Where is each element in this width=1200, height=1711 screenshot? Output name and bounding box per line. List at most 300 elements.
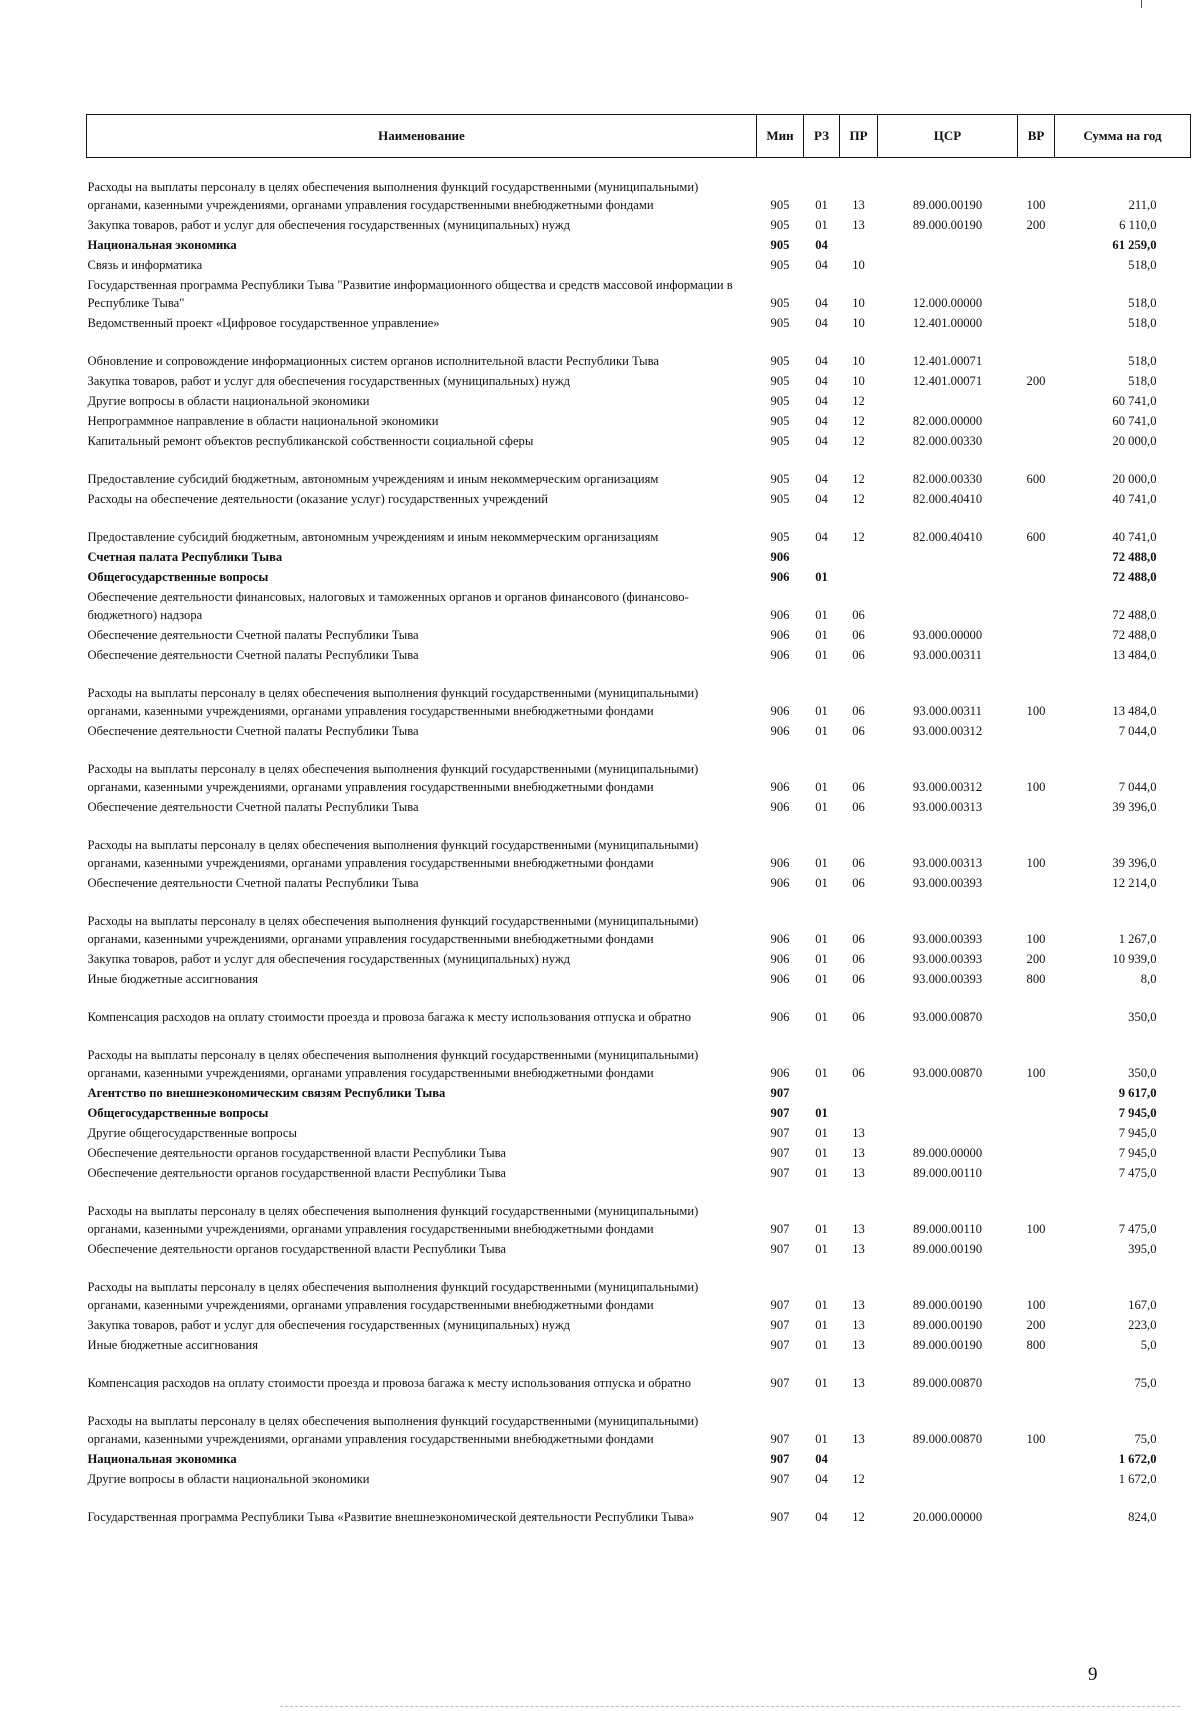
cell-pr	[840, 234, 878, 254]
cell-vr: 200	[1026, 1318, 1046, 1332]
cell-name: Обеспечение деятельности Счетной палаты Республики Тыва	[87, 648, 419, 662]
cell-vr	[1018, 488, 1055, 508]
table-row	[87, 1258, 1191, 1314]
table-row	[87, 312, 1191, 332]
cell-sum: 6 110,0	[1119, 218, 1157, 232]
cell-min: 905	[770, 374, 790, 388]
cell-rz: 01	[815, 800, 828, 814]
cell-rz: 01	[815, 1066, 828, 1080]
cell-name: Связь и информатика	[87, 258, 203, 272]
cell-sum: 518,0	[1128, 296, 1157, 310]
cell-name: Обеспечение деятельности Счетной палаты Республики Тыва	[87, 876, 419, 890]
cell-rz: 01	[815, 608, 828, 622]
cell-vr	[1018, 274, 1055, 312]
cell-pr: 12	[852, 394, 865, 408]
cell-min: 906	[770, 704, 790, 718]
cell-min: 907	[770, 1318, 790, 1332]
cell-sum: 223,0	[1128, 1318, 1157, 1332]
cell-csr: 89.000.00870	[912, 1376, 983, 1390]
cell-name: Закупка товаров, работ и услуг для обеспечения государственных (муниципальных) нужд	[87, 218, 570, 232]
cell-pr: 06	[852, 932, 865, 946]
header-pr: ПР	[840, 115, 878, 158]
cell-min: 907	[770, 1510, 790, 1524]
cell-pr: 06	[852, 648, 865, 662]
cell-name: Расходы на выплаты персоналу в целях обеспечения выполнения функций государственными (муниципальными) органами, казенными учреждениями, органами управления государственными внебюджетными фондами	[87, 1048, 699, 1080]
table-row	[87, 1488, 1191, 1526]
table-row	[87, 816, 1191, 872]
cell-vr: 200	[1026, 218, 1046, 232]
cell-csr: 82.000.00000	[912, 414, 983, 428]
cell-csr	[878, 1468, 1018, 1488]
table-row	[87, 1182, 1191, 1238]
cell-rz: 01	[815, 1146, 828, 1160]
cell-csr: 89.000.00110	[913, 1166, 982, 1180]
cell-sum: 39 396,0	[1112, 856, 1157, 870]
cell-vr: 100	[1026, 1066, 1046, 1080]
cell-name: Закупка товаров, работ и услуг для обеспечения государственных (муниципальных) нужд	[87, 1318, 570, 1332]
cell-rz: 01	[815, 628, 828, 642]
cell-sum: 12 214,0	[1112, 876, 1157, 890]
table-section-row	[87, 1102, 1191, 1122]
cell-name: Счетная палата Республики Тыва	[87, 550, 283, 564]
cell-vr	[1018, 546, 1055, 566]
cell-csr: 93.000.00312	[912, 724, 983, 738]
cell-name: Другие общегосударственные вопросы	[87, 1126, 297, 1140]
cell-min: 906	[770, 932, 790, 946]
cell-rz: 01	[815, 198, 828, 212]
cell-sum: 350,0	[1128, 1066, 1157, 1080]
table-row	[87, 948, 1191, 968]
cell-csr: 89.000.00190	[912, 1298, 983, 1312]
cell-csr: 93.000.00393	[912, 876, 983, 890]
table-row	[87, 1122, 1191, 1142]
cell-min: 906	[770, 780, 790, 794]
cell-vr	[1018, 644, 1055, 664]
cell-vr: 800	[1026, 972, 1046, 986]
cell-sum: 13 484,0	[1112, 648, 1157, 662]
cell-name: Расходы на обеспечение деятельности (оказание услуг) государственных учреждений	[87, 492, 549, 506]
cell-rz: 01	[815, 1106, 828, 1120]
cell-name: Обеспечение деятельности Счетной палаты Республики Тыва	[87, 628, 419, 642]
header-rz: РЗ	[804, 115, 840, 158]
cell-pr: 06	[852, 724, 865, 738]
cell-vr: 100	[1026, 780, 1046, 794]
cell-sum: 7 044,0	[1118, 780, 1157, 794]
cell-pr: 06	[852, 608, 865, 622]
cell-pr: 13	[852, 1146, 865, 1160]
cell-pr: 13	[852, 198, 865, 212]
cell-vr	[1018, 1488, 1055, 1526]
cell-sum: 167,0	[1128, 1298, 1157, 1312]
cell-vr	[1018, 796, 1055, 816]
cell-pr: 12	[852, 492, 865, 506]
cell-name: Расходы на выплаты персоналу в целях обеспечения выполнения функций государственными (муниципальными) органами, казенными учреждениями, органами управления государственными внебюджетными фондами	[87, 1414, 699, 1446]
cell-pr: 06	[852, 972, 865, 986]
table-row	[87, 274, 1191, 312]
header-name: Наименование	[87, 115, 757, 158]
page-number: 9	[1088, 1664, 1098, 1685]
cell-csr: 12.401.00000	[912, 316, 983, 330]
cell-rz: 01	[815, 876, 828, 890]
cell-csr	[878, 1082, 1018, 1102]
cell-vr: 100	[1026, 1432, 1046, 1446]
cell-sum: 7 945,0	[1118, 1126, 1157, 1140]
cell-pr: 13	[852, 1222, 865, 1236]
cell-min: 905	[770, 354, 790, 368]
cell-pr: 13	[852, 1298, 865, 1312]
cell-rz: 01	[815, 1010, 828, 1024]
cell-min: 905	[770, 218, 790, 232]
cell-vr	[1018, 1102, 1055, 1122]
cell-rz: 01	[815, 1432, 828, 1446]
table-row	[87, 1142, 1191, 1162]
table-section-row	[87, 1448, 1191, 1468]
cell-csr: 20.000.00000	[912, 1510, 983, 1524]
cell-name: Общегосударственные вопросы	[87, 570, 269, 584]
header-min: Мин	[757, 115, 804, 158]
cell-pr	[840, 1448, 878, 1468]
table-row	[87, 158, 1191, 215]
cell-rz: 01	[815, 1376, 828, 1390]
cell-csr: 89.000.00110	[913, 1222, 982, 1236]
cell-csr: 89.000.00000	[912, 1146, 983, 1160]
table-row	[87, 1314, 1191, 1334]
cell-min: 907	[770, 1126, 790, 1140]
cell-csr	[878, 234, 1018, 254]
table-row	[87, 390, 1191, 410]
cell-pr: 13	[852, 1242, 865, 1256]
cell-name: Иные бюджетные ассигнования	[87, 1338, 259, 1352]
cell-min: 906	[770, 550, 790, 564]
cell-vr	[1018, 720, 1055, 740]
cell-rz: 04	[815, 1472, 828, 1486]
cell-min: 905	[770, 530, 790, 544]
cell-pr: 13	[852, 1318, 865, 1332]
cell-sum: 40 741,0	[1112, 530, 1157, 544]
cell-min: 906	[770, 972, 790, 986]
cell-vr	[1018, 1468, 1055, 1488]
cell-pr: 06	[852, 1066, 865, 1080]
cell-name: Компенсация расходов на оплату стоимости проезда и провоза багажа к месту использования отпуска и обратно	[87, 1010, 692, 1024]
budget-table	[86, 114, 1191, 1526]
cell-csr: 82.000.40410	[912, 492, 983, 506]
cell-vr	[1018, 1162, 1055, 1182]
cell-vr	[1018, 234, 1055, 254]
cell-vr	[1018, 1238, 1055, 1258]
cell-rz: 04	[815, 434, 828, 448]
cell-min: 906	[770, 570, 790, 584]
cell-pr: 06	[852, 856, 865, 870]
cell-pr	[840, 1082, 878, 1102]
cell-pr: 12	[852, 1510, 865, 1524]
cell-sum: 72 488,0	[1112, 570, 1157, 584]
cell-csr	[878, 566, 1018, 586]
table-row	[87, 214, 1191, 234]
table-row	[87, 664, 1191, 720]
table-row	[87, 1238, 1191, 1258]
cell-rz: 01	[815, 1222, 828, 1236]
cell-csr: 12.401.00071	[912, 354, 983, 368]
cell-vr: 200	[1026, 952, 1046, 966]
cell-rz: 04	[815, 1510, 828, 1524]
cell-vr: 100	[1026, 1298, 1046, 1312]
cell-pr: 13	[852, 218, 865, 232]
cell-sum: 20 000,0	[1112, 472, 1157, 486]
cell-vr	[1018, 430, 1055, 450]
cell-rz: 01	[815, 972, 828, 986]
cell-name: Расходы на выплаты персоналу в целях обеспечения выполнения функций государственными (муниципальными) органами, казенными учреждениями, органами управления государственными внебюджетными фондами	[87, 762, 699, 794]
cell-pr: 12	[852, 530, 865, 544]
table-header	[87, 115, 1191, 158]
cell-name: Капитальный ремонт объектов республиканской собственности социальной сферы	[87, 434, 534, 448]
cell-csr: 82.000.00330	[912, 434, 983, 448]
cell-min: 906	[770, 1010, 790, 1024]
cell-csr: 89.000.00190	[912, 198, 983, 212]
cell-csr	[878, 1122, 1018, 1142]
cell-name: Обеспечение деятельности финансовых, налоговых и таможенных органов и органов финансового (финансово-бюджетного) надзора	[87, 590, 689, 622]
cell-pr	[840, 1102, 878, 1122]
cell-rz: 01	[815, 218, 828, 232]
table-row	[87, 988, 1191, 1026]
cell-csr: 12.401.00071	[912, 374, 983, 388]
cell-csr: 89.000.00190	[912, 218, 983, 232]
cell-sum: 1 672,0	[1118, 1472, 1157, 1486]
cell-pr: 13	[852, 1376, 865, 1390]
cell-min: 906	[770, 876, 790, 890]
cell-sum: 75,0	[1134, 1376, 1157, 1390]
cell-csr: 89.000.00190	[912, 1338, 983, 1352]
cell-pr: 06	[852, 876, 865, 890]
cell-csr	[878, 586, 1018, 624]
cell-rz: 01	[815, 1242, 828, 1256]
cell-sum: 1 672,0	[1118, 1452, 1157, 1466]
table-row	[87, 1334, 1191, 1354]
table-row	[87, 1162, 1191, 1182]
cell-vr: 800	[1026, 1338, 1046, 1352]
cell-csr: 89.000.00190	[912, 1242, 983, 1256]
cell-csr: 93.000.00870	[912, 1010, 983, 1024]
cell-vr	[1018, 1082, 1055, 1102]
header-csr: ЦСР	[878, 115, 1018, 158]
cell-min: 905	[770, 472, 790, 486]
cell-name: Предоставление субсидий бюджетным, автономным учреждениям и иным некоммерческим организациям	[87, 530, 659, 544]
cell-sum: 39 396,0	[1112, 800, 1157, 814]
cell-pr: 06	[852, 800, 865, 814]
cell-name: Государственная программа Республики Тыва «Развитие внешнеэкономической деятельности Республики Тыва»	[87, 1510, 695, 1524]
cell-pr: 06	[852, 704, 865, 718]
cell-name: Обновление и сопровождение информационных систем органов исполнительной власти Республики Тыва	[87, 354, 659, 368]
table-row	[87, 370, 1191, 390]
cell-min: 907	[770, 1452, 790, 1466]
cell-min: 907	[770, 1106, 790, 1120]
cell-vr	[1018, 390, 1055, 410]
cell-min: 906	[770, 856, 790, 870]
cell-min: 905	[770, 492, 790, 506]
cell-name: Закупка товаров, работ и услуг для обеспечения государственных (муниципальных) нужд	[87, 374, 570, 388]
cell-sum: 5,0	[1140, 1338, 1157, 1352]
table-row	[87, 872, 1191, 892]
cell-sum: 518,0	[1128, 374, 1157, 388]
cell-name: Ведомственный проект «Цифровое государственное управление»	[87, 316, 440, 330]
cell-vr	[1018, 312, 1055, 332]
cell-min: 905	[770, 258, 790, 272]
cell-csr: 93.000.00312	[912, 780, 983, 794]
cell-sum: 20 000,0	[1112, 434, 1157, 448]
cell-csr	[878, 254, 1018, 274]
cell-name: Общегосударственные вопросы	[87, 1106, 269, 1120]
cell-vr	[1018, 1354, 1055, 1392]
cell-rz: 01	[815, 932, 828, 946]
cell-csr: 93.000.00870	[912, 1066, 983, 1080]
cell-vr	[1018, 332, 1055, 370]
cell-vr	[1018, 988, 1055, 1026]
cell-csr	[878, 390, 1018, 410]
cell-name: Компенсация расходов на оплату стоимости проезда и провоза багажа к месту использования отпуска и обратно	[87, 1376, 692, 1390]
cell-csr: 93.000.00313	[912, 856, 983, 870]
cell-rz: 04	[815, 492, 828, 506]
cell-min: 907	[770, 1338, 790, 1352]
cell-min: 907	[770, 1298, 790, 1312]
cell-sum: 9 617,0	[1118, 1086, 1157, 1100]
cell-name: Национальная экономика	[87, 1452, 237, 1466]
cell-min: 905	[770, 316, 790, 330]
cell-min: 907	[770, 1376, 790, 1390]
cell-min: 907	[770, 1472, 790, 1486]
cell-pr: 13	[852, 1338, 865, 1352]
cell-min: 906	[770, 628, 790, 642]
cell-csr: 93.000.00393	[912, 952, 983, 966]
cell-name: Расходы на выплаты персоналу в целях обеспечения выполнения функций государственными (муниципальными) органами, казенными учреждениями, органами управления государственными внебюджетными фондами	[87, 838, 699, 870]
cell-name: Обеспечение деятельности органов государственной власти Республики Тыва	[87, 1146, 506, 1160]
cell-min: 905	[770, 198, 790, 212]
cell-pr: 10	[852, 354, 865, 368]
cell-rz: 01	[815, 1338, 828, 1352]
cell-name: Расходы на выплаты персоналу в целях обеспечения выполнения функций государственными (муниципальными) органами, казенными учреждениями, органами управления государственными внебюджетными фондами	[87, 914, 699, 946]
cell-sum: 395,0	[1128, 1242, 1157, 1256]
cell-pr: 10	[852, 374, 865, 388]
table-row	[87, 586, 1191, 624]
cell-vr: 600	[1026, 530, 1046, 544]
cell-sum: 40 741,0	[1112, 492, 1157, 506]
cell-name: Предоставление субсидий бюджетным, автономным учреждениям и иным некоммерческим организациям	[87, 472, 659, 486]
cell-pr: 10	[852, 316, 865, 330]
header-sum: Сумма на год	[1055, 115, 1191, 158]
cell-csr: 93.000.00393	[912, 932, 983, 946]
cell-pr: 10	[852, 296, 865, 310]
cell-name: Закупка товаров, работ и услуг для обеспечения государственных (муниципальных) нужд	[87, 952, 570, 966]
table-section-row	[87, 566, 1191, 586]
cell-csr: 93.000.00000	[912, 628, 983, 642]
cell-rz: 01	[815, 1126, 828, 1140]
cell-name: Другие вопросы в области национальной экономики	[87, 1472, 370, 1486]
cell-rz: 04	[815, 394, 828, 408]
cell-csr: 82.000.00330	[912, 472, 983, 486]
table-row	[87, 488, 1191, 508]
cell-min: 907	[770, 1222, 790, 1236]
cell-vr: 100	[1026, 704, 1046, 718]
cell-pr: 10	[852, 258, 865, 272]
cell-min: 905	[770, 434, 790, 448]
cell-sum: 72 488,0	[1112, 550, 1157, 564]
table-section-row	[87, 234, 1191, 254]
cell-min: 905	[770, 414, 790, 428]
cell-rz: 04	[815, 1452, 828, 1466]
table-row	[87, 332, 1191, 370]
cell-vr: 100	[1026, 932, 1046, 946]
cell-csr: 93.000.00311	[913, 704, 982, 718]
cell-rz: 01	[815, 780, 828, 794]
cell-sum: 7 945,0	[1118, 1106, 1157, 1120]
table-row	[87, 720, 1191, 740]
cell-rz: 01	[815, 952, 828, 966]
table-row	[87, 254, 1191, 274]
cell-rz: 01	[815, 1166, 828, 1180]
cell-rz: 04	[815, 374, 828, 388]
cell-pr: 06	[852, 1010, 865, 1024]
cell-csr: 93.000.00311	[913, 648, 982, 662]
cell-rz: 04	[815, 296, 828, 310]
cell-name: Обеспечение деятельности органов государственной власти Республики Тыва	[87, 1242, 506, 1256]
cell-min: 906	[770, 952, 790, 966]
cell-sum: 824,0	[1128, 1510, 1157, 1524]
cell-name: Агентство по внешнеэкономическим связям Республики Тыва	[87, 1086, 446, 1100]
cell-vr: 100	[1026, 1222, 1046, 1236]
cell-vr	[1018, 586, 1055, 624]
cell-sum: 211,0	[1128, 198, 1157, 212]
cell-pr: 12	[852, 1472, 865, 1486]
cell-csr: 12.000.00000	[912, 296, 983, 310]
table-row	[87, 1354, 1191, 1392]
cell-pr: 12	[852, 472, 865, 486]
cell-rz: 04	[815, 238, 828, 252]
cell-sum: 8,0	[1140, 972, 1157, 986]
cell-name: Обеспечение деятельности органов государственной власти Республики Тыва	[87, 1166, 506, 1180]
cell-vr	[1018, 410, 1055, 430]
table-section-row	[87, 546, 1191, 566]
scan-edge	[280, 1706, 1180, 1708]
cell-name: Расходы на выплаты персоналу в целях обеспечения выполнения функций государственными (муниципальными) органами, казенными учреждениями, органами управления государственными внебюджетными фондами	[87, 1280, 699, 1312]
cell-min: 905	[770, 394, 790, 408]
cell-pr: 06	[852, 952, 865, 966]
cell-rz: 01	[815, 856, 828, 870]
cell-sum: 518,0	[1128, 258, 1157, 272]
cell-sum: 61 259,0	[1112, 238, 1157, 252]
table-row	[87, 624, 1191, 644]
cell-vr	[1018, 254, 1055, 274]
cell-name: Национальная экономика	[87, 238, 237, 252]
cell-name: Расходы на выплаты персоналу в целях обеспечения выполнения функций государственными (муниципальными) органами, казенными учреждениями, органами управления государственными внебюджетными фондами	[87, 1204, 699, 1236]
cell-vr	[1018, 1142, 1055, 1162]
cell-rz: 04	[815, 258, 828, 272]
cell-vr	[1018, 872, 1055, 892]
cell-name: Другие вопросы в области национальной экономики	[87, 394, 370, 408]
cell-min: 907	[770, 1166, 790, 1180]
cell-sum: 350,0	[1128, 1010, 1157, 1024]
cell-pr	[840, 546, 878, 566]
cell-rz: 01	[815, 648, 828, 662]
cell-sum: 7 475,0	[1118, 1222, 1157, 1236]
cell-sum: 72 488,0	[1112, 628, 1157, 642]
table-row	[87, 450, 1191, 488]
cell-csr: 93.000.00313	[912, 800, 983, 814]
cell-vr	[1018, 1448, 1055, 1468]
cell-pr: 12	[852, 434, 865, 448]
cell-csr: 89.000.00190	[912, 1318, 983, 1332]
cell-sum: 75,0	[1134, 1432, 1157, 1446]
cell-sum: 1 267,0	[1118, 932, 1157, 946]
cell-min: 906	[770, 608, 790, 622]
cell-rz: 01	[815, 1318, 828, 1332]
